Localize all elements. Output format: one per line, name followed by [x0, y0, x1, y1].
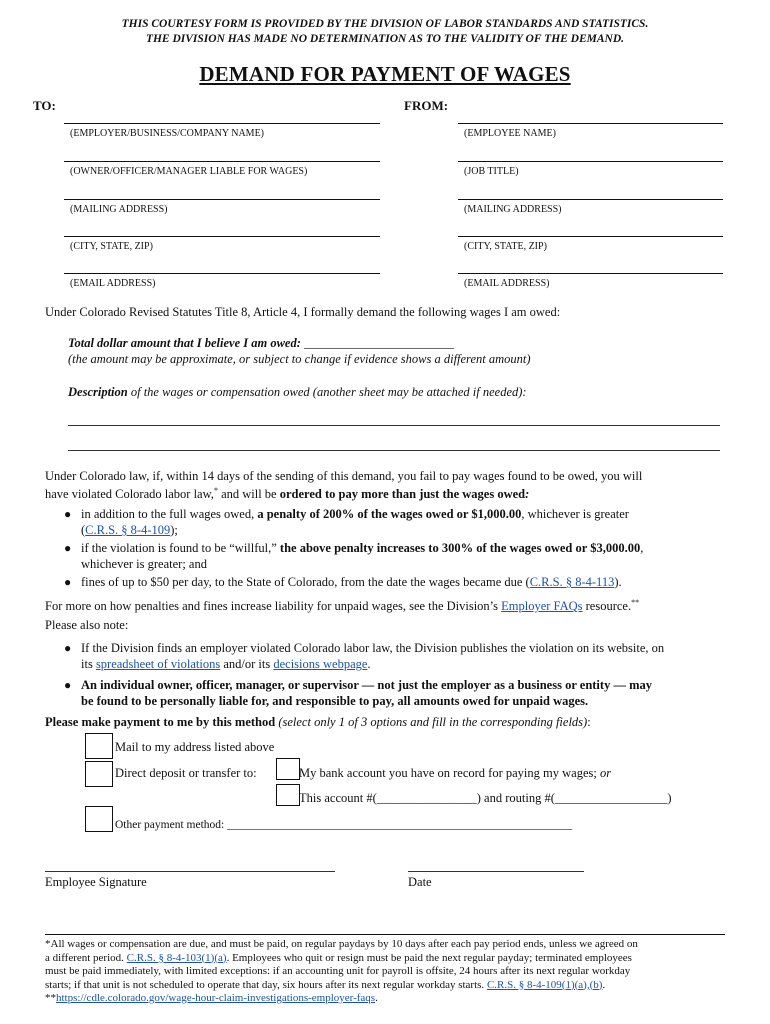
- to-email-label: (EMAIL ADDRESS): [70, 278, 156, 289]
- payment-method-heading: [45, 714, 591, 730]
- amount-note: (the amount may be approximate, or subject to change if evidence shows a different amount): [68, 352, 531, 366]
- to-city-state-zip-field[interactable]: [64, 236, 380, 237]
- payment-method-hint: (select only 1 of 3 options and fill in the corresponding fields): [275, 715, 588, 729]
- from-email-label: (EMAIL ADDRESS): [464, 278, 550, 289]
- job-title-field[interactable]: [458, 161, 723, 162]
- crs-8-4-103-link[interactable]: C.R.S. § 8-4-103(1)(a): [126, 951, 227, 964]
- footnote-divider: [45, 934, 725, 935]
- this-account-checkbox[interactable]: [276, 784, 300, 806]
- list-item-text: and/or its: [220, 657, 274, 671]
- list-item-text: , whichever is greater: [521, 507, 629, 521]
- law-text-line2: [45, 483, 529, 502]
- faq-url-link[interactable]: https://cdle.colorado.gov/wage-hour-claim-investigations-employer-faqs: [56, 992, 376, 1004]
- list-item: [64, 540, 734, 572]
- list-item: [64, 574, 734, 590]
- list-item-emphasis: the above penalty increases to 300% of the wages owed or $3,000.00: [279, 541, 641, 555]
- employee-name-label: (EMPLOYEE NAME): [464, 128, 556, 139]
- payment-method-label: Please make payment to me by this method: [45, 715, 276, 729]
- footnote-line: *All wages or compensation are due, and must be paid, on regular paydays by 10 days after each pay period ends, unless we agreed on: [45, 938, 638, 950]
- list-item-text: ).: [614, 575, 622, 589]
- bullet-icon: ●: [64, 507, 72, 521]
- employer-faqs-link[interactable]: Employer FAQs: [501, 599, 583, 614]
- from-email-field[interactable]: [458, 273, 723, 274]
- page-title: DEMAND FOR PAYMENT OF WAGES: [199, 62, 571, 86]
- footnote-text: a different period.: [45, 951, 127, 964]
- footnote-line: must be paid immediately, with limited exceptions: if an accounting unit for payroll is offsite, 24 hours after its next regular workday: [45, 965, 631, 977]
- from-city-state-zip-label: (CITY, STATE, ZIP): [464, 241, 547, 252]
- list-item-text: );: [170, 523, 178, 537]
- description-line: [68, 384, 527, 400]
- list-item: [64, 640, 734, 672]
- mail-option-label: Mail to my address listed above: [115, 740, 275, 754]
- list-item-text: .: [367, 657, 371, 671]
- signature-label: Employee Signature: [45, 875, 147, 889]
- payment-method-colon: :: [587, 715, 591, 729]
- list-item: [64, 677, 734, 709]
- list-item-text: (: [81, 523, 86, 537]
- law-text-part: :: [525, 487, 530, 502]
- crs-8-4-113-link[interactable]: C.R.S. § 8-4-113: [529, 575, 615, 589]
- bank-on-record-label: [299, 765, 611, 781]
- notes-list: [64, 640, 734, 709]
- please-note-heading: Please also note:: [45, 618, 129, 632]
- from-mailing-address-label: (MAILING ADDRESS): [464, 204, 562, 215]
- description-field-line1[interactable]: [68, 425, 720, 426]
- list-item-text: in addition to the full wages owed,: [81, 507, 258, 521]
- intro-text: Under Colorado Revised Statutes Title 8, Article 4, I formally demand the following wages I am owed:: [45, 305, 561, 319]
- job-title-label: (JOB TITLE): [464, 166, 519, 177]
- description-field-line2[interactable]: [68, 450, 720, 451]
- other-method-checkbox[interactable]: [85, 806, 113, 832]
- employer-name-field[interactable]: [64, 123, 380, 124]
- footnote-marker: *: [213, 486, 218, 495]
- list-item-text: if the violation is found to be “willful,”: [81, 541, 280, 555]
- penalty-list: [64, 506, 734, 590]
- faq-text: For more on how penalties and fines increase liability for unpaid wages, see the Division’s: [45, 599, 502, 614]
- amount-label: Total dollar amount that I believe I am owed:: [68, 336, 301, 350]
- employer-name-label: (EMPLOYER/BUSINESS/COMPANY NAME): [70, 128, 265, 139]
- to-mailing-address-label: (MAILING ADDRESS): [70, 204, 168, 215]
- faq-text: resource.: [582, 599, 632, 614]
- list-item-text: whichever is greater; and: [81, 557, 207, 571]
- courtesy-notice-line1: THIS COURTESY FORM IS PROVIDED BY THE DIVISION OF LABOR STANDARDS AND STATISTICS.: [121, 18, 649, 30]
- amount-line: [68, 335, 454, 351]
- list-item-text: fines of up to $50 per day, to the State of Colorado, from the date the wages became due (: [81, 575, 530, 589]
- crs-8-4-109-link[interactable]: C.R.S. § 8-4-109: [85, 523, 171, 537]
- footnote-marker: **: [631, 598, 640, 607]
- footnote-text: starts; if that unit is not scheduled to operate that day, six hours after its next regular workday starts.: [45, 978, 487, 991]
- this-account-label[interactable]: This account #(________________) and routing #(__________________): [299, 791, 672, 805]
- law-text-part: have violated Colorado labor law,: [45, 487, 214, 502]
- courtesy-notice-line2: THE DIVISION HAS MADE NO DETERMINATION AS TO THE VALIDITY OF THE DEMAND.: [145, 33, 625, 45]
- footnote: [45, 938, 735, 1006]
- bullet-icon: ●: [64, 575, 72, 589]
- to-label: TO:: [33, 98, 56, 113]
- owner-officer-field[interactable]: [64, 161, 380, 162]
- list-item-text: If the Division finds an employer violated Colorado labor law, the Division publishes the violation on its website, on: [81, 641, 665, 655]
- footnote-text: . Employees who quit or resign must be paid the next regular payday; terminated employees: [226, 951, 632, 964]
- footnote-line: [45, 952, 735, 966]
- bank-on-record-text: My bank account you have on record for paying my wages;: [299, 766, 600, 780]
- list-item-emphasis: An individual owner, officer, manager, or supervisor — not just the employer as a business or entity — may: [81, 678, 652, 692]
- faq-line: [45, 595, 639, 614]
- bank-on-record-checkbox[interactable]: [276, 758, 300, 780]
- description-label: Description: [68, 385, 128, 399]
- decisions-webpage-link[interactable]: decisions webpage: [273, 657, 368, 671]
- law-text-part: and will be: [217, 487, 280, 502]
- footnote-line: [45, 992, 735, 1006]
- law-text-line1: Under Colorado law, if, within 14 days of the sending of this demand, you fail to pay wages found to be owed, you will: [45, 469, 643, 483]
- spreadsheet-of-violations-link[interactable]: spreadsheet of violations: [95, 657, 221, 671]
- footnote-text: **: [45, 992, 56, 1004]
- owner-officer-label: (OWNER/OFFICER/MANAGER LIABLE FOR WAGES): [70, 166, 308, 177]
- to-email-field[interactable]: [64, 273, 380, 274]
- bullet-icon: ●: [64, 541, 72, 555]
- date-label: Date: [408, 875, 432, 889]
- crs-8-4-109-1-link[interactable]: C.R.S. § 8-4-109(1)(a),(b): [486, 978, 603, 991]
- to-mailing-address-field[interactable]: [64, 199, 380, 200]
- from-mailing-address-field[interactable]: [458, 199, 723, 200]
- from-city-state-zip-field[interactable]: [458, 236, 723, 237]
- employee-name-field[interactable]: [458, 123, 723, 124]
- bullet-icon: ●: [64, 678, 72, 692]
- bullet-icon: ●: [64, 641, 72, 655]
- date-field[interactable]: [408, 871, 584, 872]
- law-text-emphasis: ordered to pay more than just the wages owed: [279, 487, 526, 502]
- signature-field[interactable]: [45, 871, 335, 872]
- list-item-text: its: [81, 657, 96, 671]
- list-item: [64, 506, 734, 538]
- footnote-text: .: [375, 992, 378, 1004]
- direct-deposit-checkbox[interactable]: [85, 761, 113, 787]
- footnote-line: [45, 979, 735, 993]
- amount-blank[interactable]: ________________________: [304, 336, 455, 350]
- other-method-label[interactable]: Other payment method: ____________________________________________________________: [115, 819, 573, 831]
- description-instructions: of the wages or compensation owed (another sheet may be attached if needed):: [127, 385, 527, 399]
- footnote-text: .: [602, 978, 606, 991]
- from-label: FROM:: [404, 98, 449, 113]
- direct-deposit-label: Direct deposit or transfer to:: [115, 766, 257, 780]
- to-city-state-zip-label: (CITY, STATE, ZIP): [70, 241, 153, 252]
- bank-on-record-or: or: [599, 766, 612, 780]
- list-item-text: ,: [640, 541, 644, 555]
- list-item-emphasis: a penalty of 200% of the wages owed or $1,000.00: [257, 507, 522, 521]
- list-item-emphasis: be found to be personally liable for, and responsible to pay, all amounts owed for unpaid wages.: [81, 694, 589, 708]
- mail-option-checkbox[interactable]: [85, 733, 113, 759]
